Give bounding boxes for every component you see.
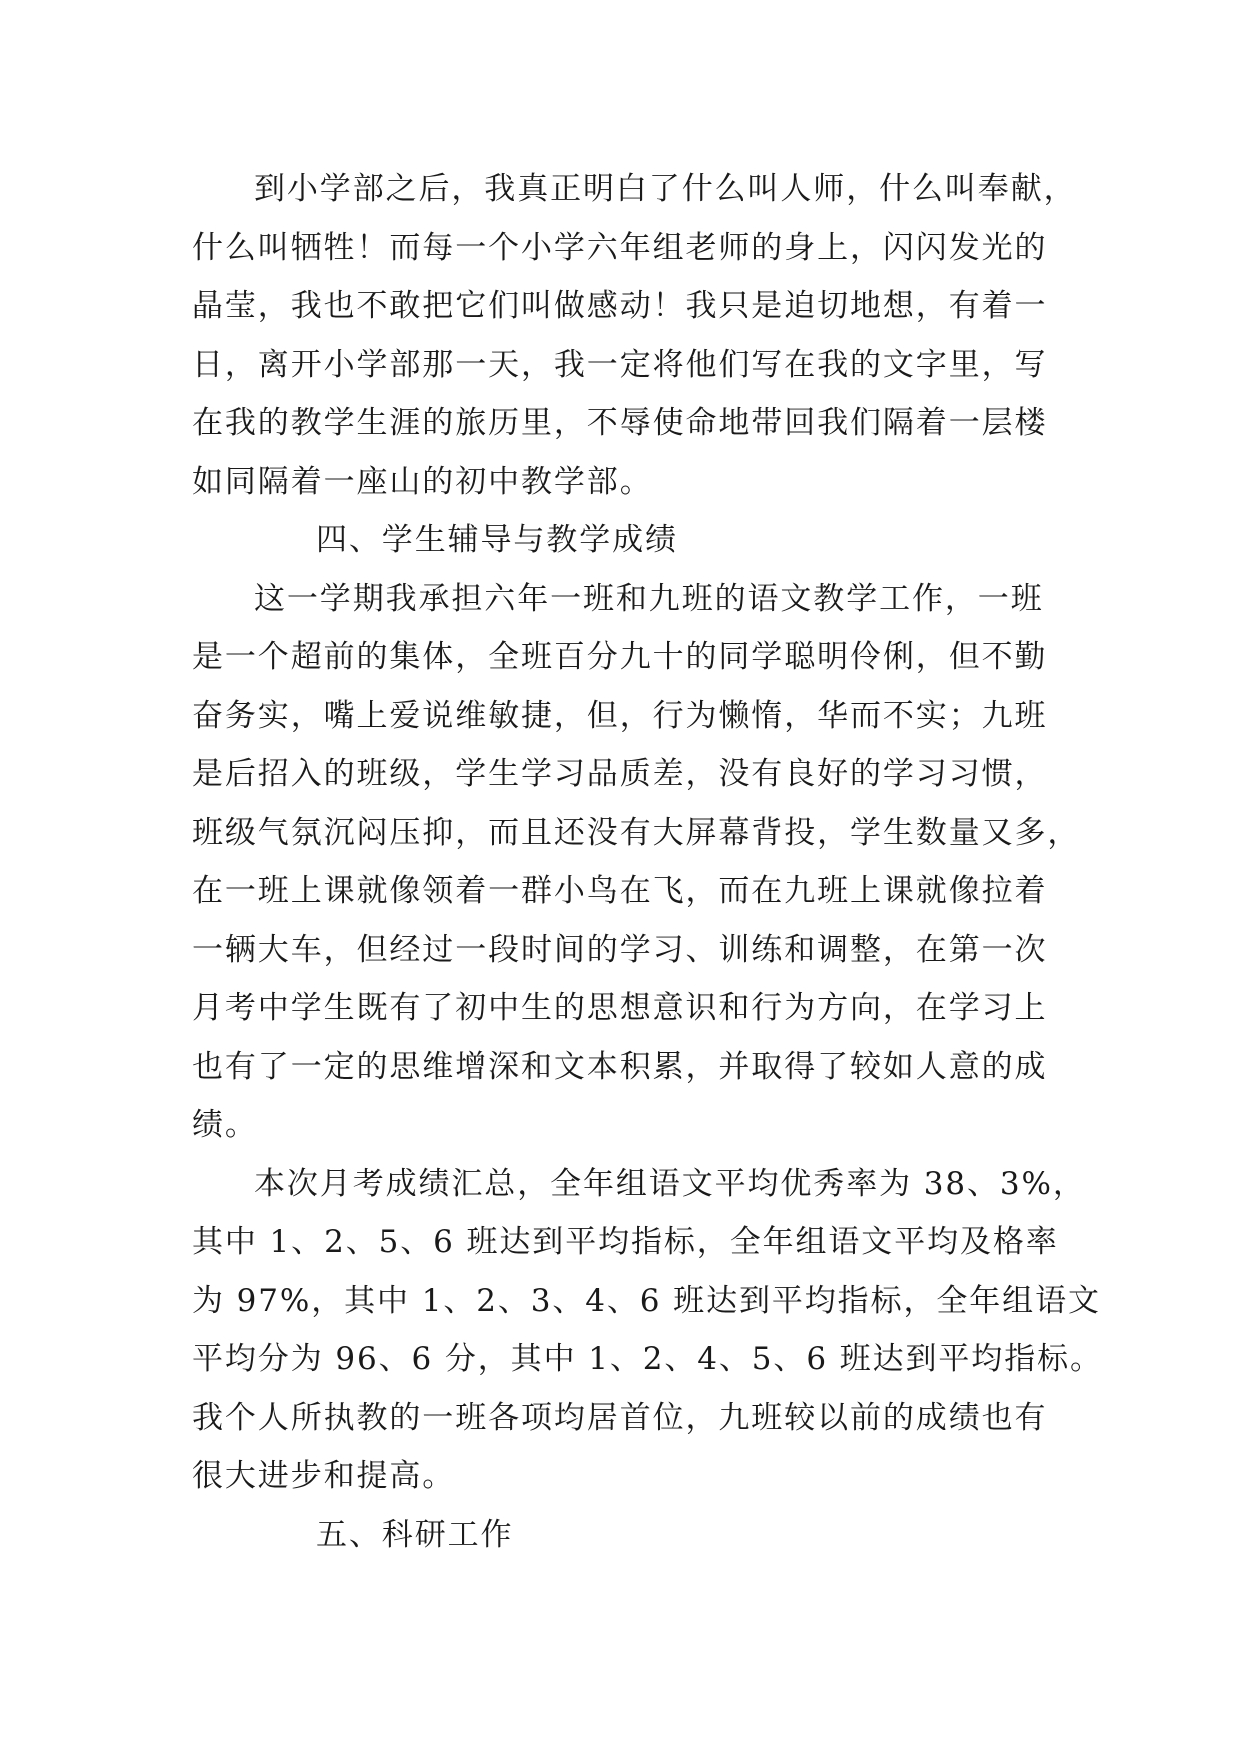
heading-text: 四、学生辅导与教学成绩 [316, 522, 678, 558]
text-line: 日，离开小学部那一天，我一定将他们写在我的文字里，写 [192, 346, 1048, 383]
text-line: 一辆大车，但经过一段时间的学习、训练和调整，在第一次 [192, 931, 1048, 968]
text-line: 班级气氛沉闷压抑，而且还没有大屏幕背投，学生数量又多， [192, 814, 1081, 851]
text-line: 晶莹，我也不敢把它们叫做感动！我只是迫切地想，有着一 [192, 288, 1048, 324]
text-line: 在一班上课就像领着一群小鸟在飞，而在九班上课就像拉着 [192, 873, 1048, 909]
text-line: 平均分为 96、6 分，其中 1、2、4、5、6 班达到平均指标。 [192, 1341, 1103, 1377]
text-line: 奋务实，嘴上爱说维敏捷，但，行为懒惰，华而不实；九班 [192, 697, 1048, 734]
text-line: 如同隔着一座山的初中教学部。 [192, 463, 653, 500]
text-line: 是一个超前的集体，全班百分九十的同学聪明伶俐，但不勤 [192, 639, 1048, 675]
paragraph-3 [192, 1155, 1103, 1506]
text-line: 到小学部之后，我真正明白了什么叫人师，什么叫奉献， [254, 171, 1077, 207]
text-line: 绩。 [192, 1107, 258, 1143]
text-line: 在我的教学生涯的旅历里，不辱使命地带回我们隔着一层楼 [192, 405, 1048, 441]
heading-text: 五、科研工作 [316, 1516, 514, 1553]
text-line: 我个人所执教的一班各项均居首位，九班较以前的成绩也有 [192, 1399, 1048, 1436]
text-line: 为 97%，其中 1、2、3、4、6 班达到平均指标，全年组语文 [192, 1282, 1101, 1319]
text-line: 是后招入的班级，学生学习品质差，没有良好的学习习惯， [192, 756, 1048, 792]
text-line: 也有了一定的思维增深和文本积累，并取得了较如人意的成 [192, 1048, 1048, 1085]
text-line: 本次月考成绩汇总，全年组语文平均优秀率为 38、3%， [254, 1165, 1086, 1202]
text-line: 很大进步和提高。 [192, 1458, 456, 1494]
text-line: 这一学期我承担六年一班和九班的语文教学工作，一班 [254, 580, 1044, 617]
text-line: 其中 1、2、5、6 班达到平均指标，全年组语文平均及格率 [192, 1224, 1059, 1260]
text-line: 月考中学生既有了初中生的思想意识和行为方向，在学习上 [192, 990, 1048, 1026]
section-heading-5 [192, 1506, 1062, 1565]
paragraph-1 [192, 160, 1077, 511]
section-heading-4 [192, 511, 1062, 570]
text-line: 什么叫牺牲！而每一个小学六年组老师的身上，闪闪发光的 [192, 229, 1048, 266]
paragraph-2 [192, 570, 1081, 1155]
document-body [192, 160, 1103, 1564]
